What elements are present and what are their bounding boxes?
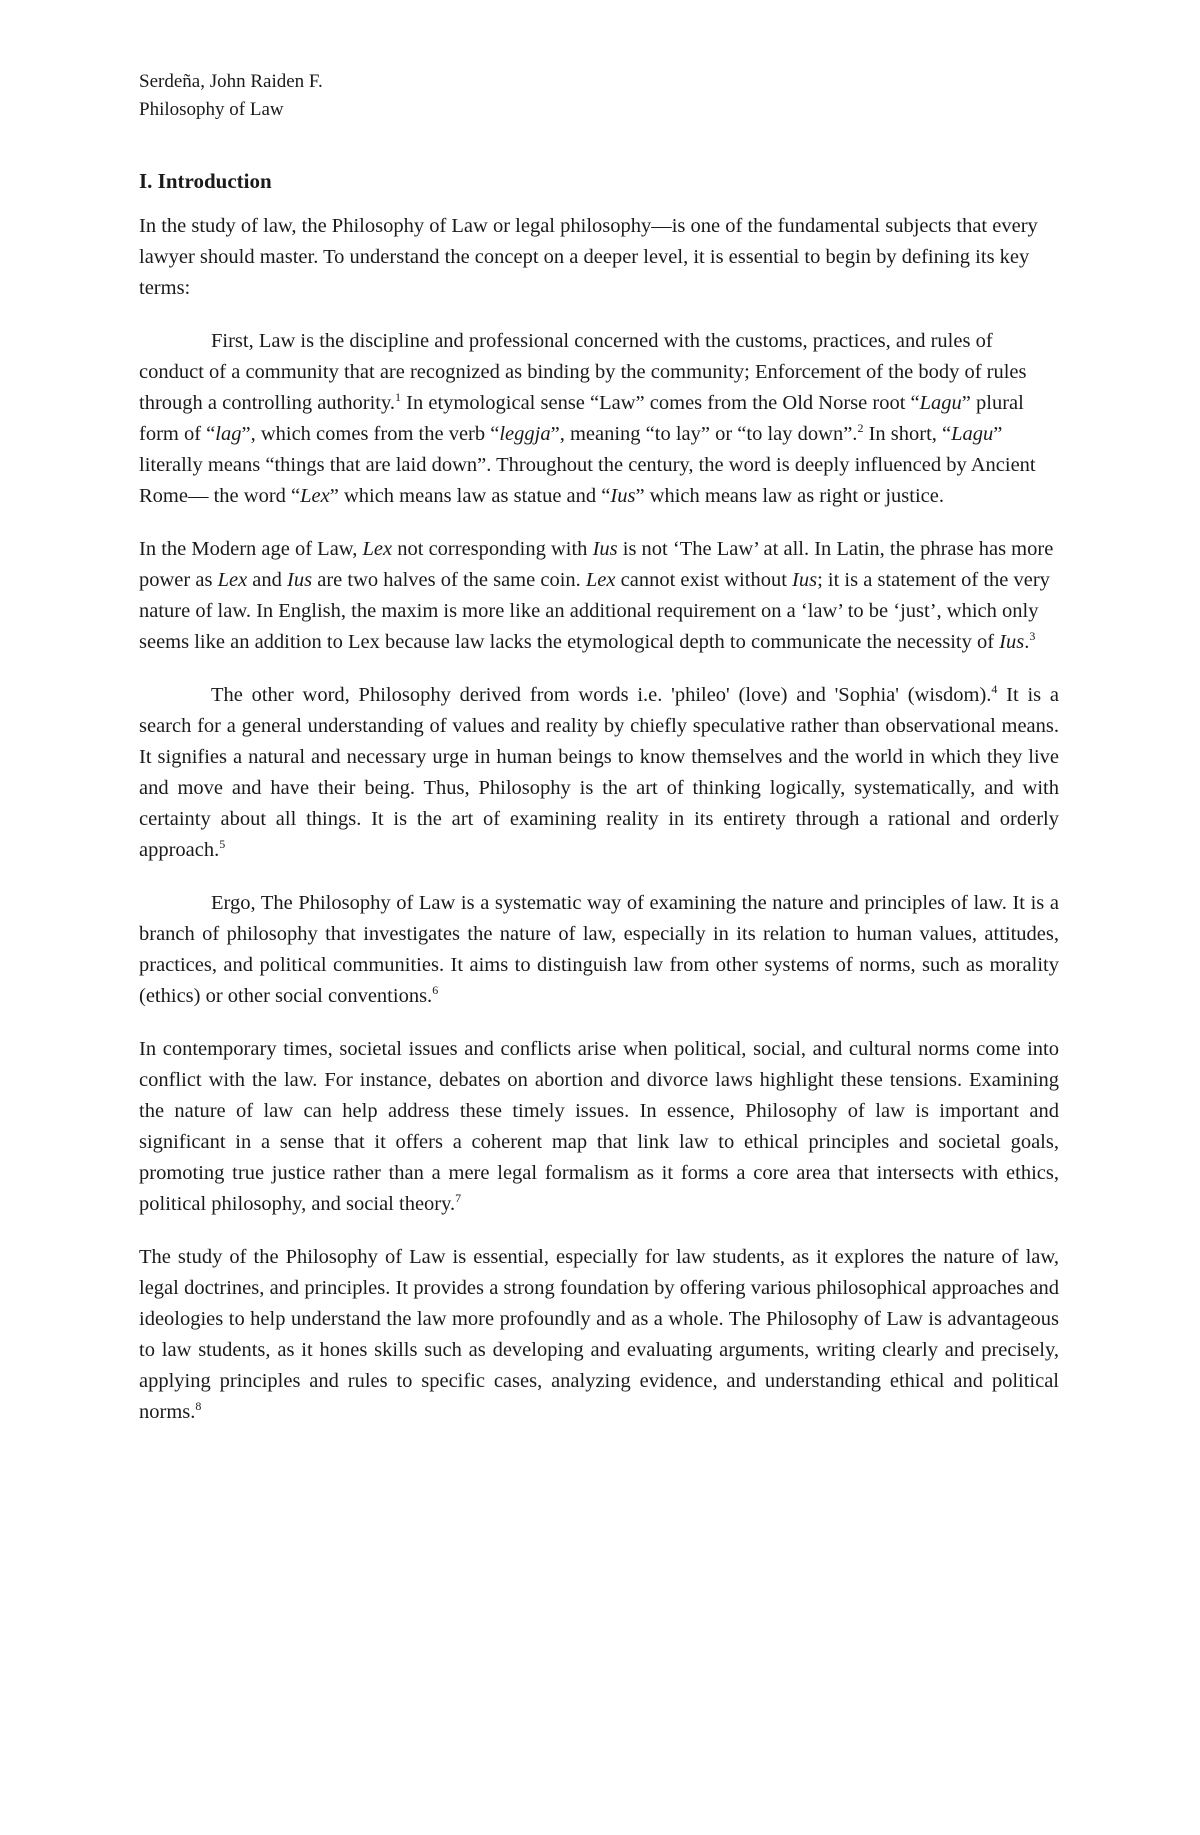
- paragraph-philosophy-definition: [139, 680, 1059, 866]
- footnote-ref[interactable]: 5: [219, 837, 226, 852]
- paragraph-text: ”, meaning “to lay” or “to lay down”.: [550, 423, 858, 445]
- paragraph-contemporary: [139, 1034, 1059, 1220]
- paragraph-intro: [139, 211, 1059, 304]
- paragraph-text: and: [247, 569, 288, 591]
- paragraph-law-definition: [139, 326, 1059, 512]
- footnote-ref[interactable]: 8: [195, 1399, 202, 1414]
- paragraph-text: ” literally means “things that are laid down”. Throughout the century, the word is deeply influenced by Ancient Rome— the word “: [139, 423, 1036, 507]
- document-header: [139, 68, 1059, 124]
- italic-term: Ius: [999, 631, 1025, 653]
- paragraph-text: ” which means law as statue and “: [329, 485, 611, 507]
- paragraph-text: First, Law is the discipline and professional concerned with the customs, practices, and rules of conduct of a community that are recognized as binding by the community; Enforcement of the body of rules through a controlling authority.: [139, 330, 1027, 414]
- italic-term: Lex: [217, 569, 248, 591]
- paragraph-text: is not ‘The Law’ at all. In Latin, the phrase has more power as: [139, 538, 1054, 591]
- paragraph-text: It is a search for a general understanding of values and reality by chiefly speculative rather than observational means. It signifies a natural and necessary urge in human beings to know themselves and the world in which they live and move and have their being. Thus, Philosophy is the art of thinking logically, systematically, and with certainty about all things. It is the art of examining reality in its entirety through a rational and orderly approach.: [139, 684, 1060, 861]
- paragraph-text: In contemporary times, societal issues and conflicts arise when political, social, and cultural norms come into conflict with the law. For instance, debates on abortion and divorce laws highlight these tensions. Examining the nature of law can help address these timely issues. In essence, Philosophy of law is important and significant in a sense that it offers a coherent map that link law to ethical principles and societal goals, promoting true justice rather than a mere legal formalism as it forms a core area that intersects with ethics, political philosophy, and social theory.: [139, 1038, 1059, 1215]
- section-heading: I. Introduction: [139, 169, 272, 193]
- document-page: [139, 68, 1059, 1450]
- footnote-ref[interactable]: 1: [395, 390, 402, 405]
- italic-term: Ius: [792, 569, 818, 591]
- paragraph-text: The study of the Philosophy of Law is essential, especially for law students, as it explores the nature of law, legal doctrines, and principles. It provides a strong foundation by offering various philosophical approaches and ideologies to help understand the law more profoundly and as a whole. The Philosophy of Law is advantageous to law students, as it hones skills such as developing and evaluating arguments, writing clearly and precisely, applying principles and rules to specific cases, analyzing evidence, and understanding ethical and political norms.: [139, 1246, 1059, 1423]
- course-name: Philosophy of Law: [139, 99, 284, 120]
- footnote-ref[interactable]: 2: [857, 421, 864, 436]
- paragraph-philosophy-of-law: [139, 888, 1059, 1012]
- footnote-ref[interactable]: 7: [455, 1191, 462, 1206]
- paragraph-text: ” plural form of “: [139, 392, 1024, 445]
- footnote-ref[interactable]: 4: [991, 682, 998, 697]
- italic-term: Lex: [362, 538, 393, 560]
- footnote-ref[interactable]: 6: [432, 983, 439, 998]
- paragraph-text: cannot exist without: [615, 569, 793, 591]
- italic-term: Lagu: [919, 392, 962, 414]
- italic-term: Ius: [610, 485, 636, 507]
- paragraph-text: .: [1024, 631, 1030, 653]
- paragraph-text: Ergo, The Philosophy of Law is a systematic way of examining the nature and principles of law. It is a branch of philosophy that investigates the nature of law, especially in its relation to human values, attitudes, practices, and political communities. It aims to distinguish law from other systems of norms, such as morality (ethics) or other social conventions.: [139, 892, 1059, 1007]
- paragraph-text: In short, “: [863, 423, 952, 445]
- author-name: Serdeña, John Raiden F.: [139, 71, 323, 92]
- italic-term: Ius: [287, 569, 313, 591]
- footnote-ref[interactable]: 3: [1029, 629, 1036, 644]
- paragraph-text: In the study of law, the Philosophy of Law or legal philosophy—is one of the fundamental subjects that every lawyer should master. To understand the concept on a deeper level, it is essential to begin by defining its key terms:: [139, 215, 1038, 299]
- italic-term: lag: [215, 423, 242, 445]
- paragraph-text: not corresponding with: [392, 538, 593, 560]
- italic-term: Lex: [585, 569, 616, 591]
- paragraph-modern-age: [139, 534, 1059, 658]
- paragraph-study-importance: [139, 1242, 1059, 1428]
- paragraph-text: In etymological sense “Law” comes from the Old Norse root “: [401, 392, 920, 414]
- italic-term: leggja: [499, 423, 551, 445]
- paragraph-text: The other word, Philosophy derived from words i.e. 'phileo' (love) and 'Sophia' (wisdom).: [211, 684, 992, 706]
- italic-term: Ius: [592, 538, 618, 560]
- paragraph-text: ; it is a statement of the very nature of law. In English, the maxim is more like an additional requirement on a ‘law’ to be ‘just’, which only seems like an addition to Lex because law lacks the etymological depth to communicate the necessity of: [139, 569, 1050, 653]
- paragraph-text: ” which means law as right or justice.: [635, 485, 944, 507]
- paragraph-text: In the Modern age of Law,: [139, 538, 363, 560]
- paragraph-text: ”, which comes from the verb “: [241, 423, 500, 445]
- italic-term: Lex: [300, 485, 330, 507]
- italic-term: Lagu: [951, 423, 994, 445]
- paragraph-text: are two halves of the same coin.: [312, 569, 586, 591]
